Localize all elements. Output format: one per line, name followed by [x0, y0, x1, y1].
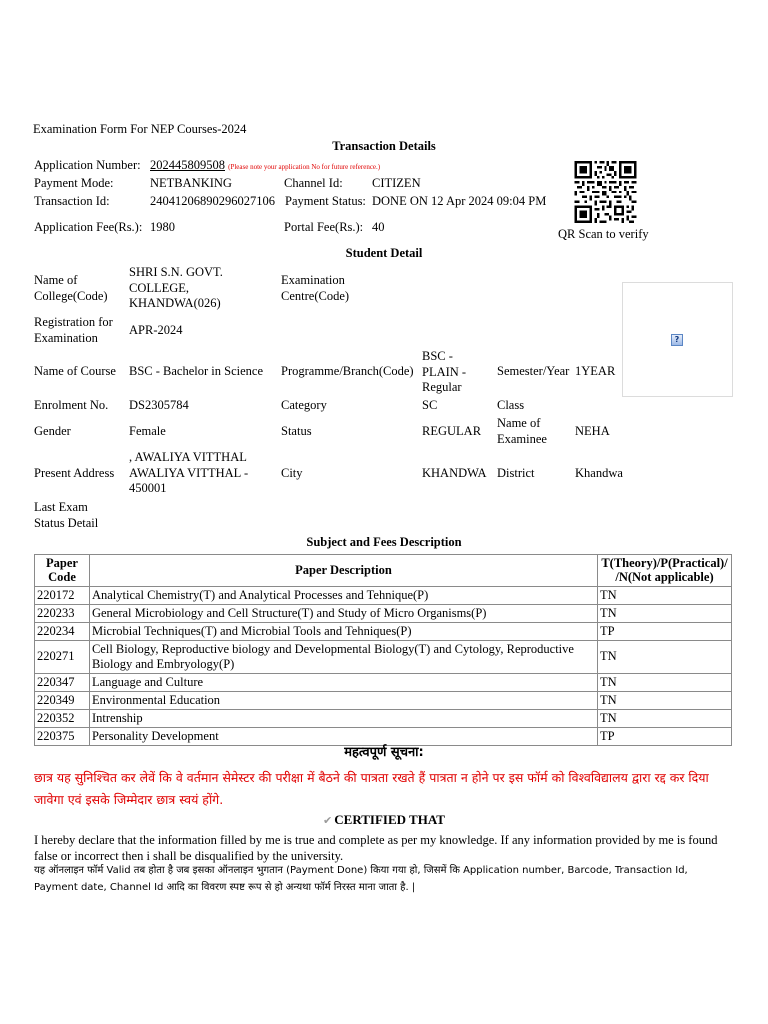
paper-description: Intrenship	[89, 709, 597, 727]
application-number-note: (Please note your application No for future reference.)	[228, 163, 381, 171]
enrolment-label: Enrolment No.	[34, 398, 109, 412]
payment-status: DONE ON 12 Apr 2024 09:04 PM	[372, 194, 547, 208]
paper-type: TN	[598, 640, 732, 673]
status-value: REGULAR	[422, 424, 482, 438]
declaration-text: I hereby declare that the information filled by me is true and complete as per my knowledge. If any information provided by me is found false or incorrect then i shall be disqualified by the university.	[34, 833, 718, 863]
paper-type: TN	[598, 709, 732, 727]
registration-label: Registration for Examination	[34, 315, 113, 345]
district-value: Khandwa	[575, 466, 623, 480]
important-notice-heading: महत्वपूर्ण सूचना:	[344, 745, 424, 760]
student-photo	[622, 282, 733, 397]
paper-type: TP	[598, 622, 732, 640]
course-value: BSC - Bachelor in Science	[129, 364, 263, 378]
table-row	[35, 673, 732, 691]
paper-type: TN	[598, 586, 732, 604]
check-icon: ✔	[323, 814, 333, 827]
paper-type: TN	[598, 691, 732, 709]
application-number-label: Application Number:	[34, 158, 141, 172]
class-label: Class	[497, 398, 525, 412]
enrolment-value: DS2305784	[129, 398, 189, 412]
col-header-paper-type: T(Theory)/P(Practical)/ /N(Not applicable)	[598, 555, 732, 587]
table-row	[35, 727, 732, 745]
channel-id-label: Channel Id:	[284, 176, 343, 190]
transaction-heading: Transaction Details	[332, 139, 436, 153]
table-row	[35, 586, 732, 604]
paper-code: 220172	[35, 586, 90, 604]
paper-code: 220352	[35, 709, 90, 727]
payment-status-label: Payment Status:	[285, 194, 366, 208]
paper-description: Microbial Techniques(T) and Microbial Tools and Tehniques(P)	[89, 622, 597, 640]
application-fee: 1980	[150, 220, 175, 234]
certified-heading	[0, 812, 768, 828]
paper-description: Environmental Education	[89, 691, 597, 709]
city-label: City	[281, 466, 303, 480]
declaration-hindi-text: यह ऑनलाइन फॉर्म Valid तब होता है जब इसका ऑनलाइन भुगतान (Payment Done) किया गया हो, जिसमें कि Application number, Barcode, Transaction Id, Payment date, Channel Id आदि का विवरण स्पष्ट रूप से हो अन्यथा फॉर्म निरस्त माना जाता है. |	[34, 865, 688, 893]
semester-value: 1YEAR	[575, 364, 616, 378]
course-label: Name of Course	[34, 364, 116, 378]
address-value: , AWALIYA VITTHAL AWALIYA VITTHAL - 450001	[129, 450, 249, 496]
subjects-table	[34, 554, 732, 746]
paper-description: Cell Biology, Reproductive biology and Developmental Biology(T) and Cytology, Reproductive Biology and Embryology(P)	[89, 640, 597, 673]
qr-caption: QR Scan to verify	[558, 227, 649, 241]
table-row	[35, 640, 732, 673]
programme-label: Programme/Branch(Code)	[281, 364, 414, 378]
registration-value: APR-2024	[129, 323, 183, 337]
portal-fee-label: Portal Fee(Rs.):	[284, 220, 364, 234]
payment-mode-label: Payment Mode:	[34, 176, 114, 190]
category-label: Category	[281, 398, 327, 412]
table-row	[35, 709, 732, 727]
important-notice-text: छात्र यह सुनिश्चित कर लेवें कि वे वर्तमान सेमेस्टर की परीक्षा में बैठने की पात्रता रखते हैं पात्रता न होने पर इस फॉर्म को विश्वविद्यालय द्वारा रद्द कर दिया जावेगा एवं इसके जिम्मेदार छात्र स्वयं होंगे.	[34, 770, 709, 807]
exam-centre-label: Examination Centre(Code)	[281, 273, 350, 303]
table-row	[35, 622, 732, 640]
gender-label: Gender	[34, 424, 71, 438]
paper-type: TN	[598, 604, 732, 622]
last-exam-label: Last Exam Status Detail	[34, 500, 99, 530]
broken-image-icon: ?	[671, 334, 683, 346]
district-label: District	[497, 466, 535, 480]
gender-value: Female	[129, 424, 166, 438]
application-number-value	[150, 158, 380, 174]
paper-type: TN	[598, 673, 732, 691]
paper-type: TP	[598, 727, 732, 745]
portal-fee: 40	[372, 220, 385, 234]
college-label: Name of College(Code)	[34, 273, 108, 303]
programme-value: BSC - PLAIN - Regular	[422, 349, 467, 395]
paper-description: Personality Development	[89, 727, 597, 745]
certified-label: CERTIFIED THAT	[334, 812, 445, 827]
application-fee-label: Application Fee(Rs.):	[34, 220, 143, 234]
paper-description: General Microbiology and Cell Structure(T) and Study of Micro Organisms(P)	[89, 604, 597, 622]
transaction-id-label: Transaction Id:	[34, 194, 110, 208]
paper-code: 220234	[35, 622, 90, 640]
paper-code: 220233	[35, 604, 90, 622]
subjects-heading: Subject and Fees Description	[306, 535, 462, 549]
table-row	[35, 604, 732, 622]
paper-description: Analytical Chemistry(T) and Analytical Processes and Tehnique(P)	[89, 586, 597, 604]
col-header-paper-code: Paper Code	[35, 555, 90, 587]
address-label: Present Address	[34, 466, 115, 480]
form-title: Examination Form For NEP Courses-2024	[33, 122, 247, 136]
transaction-id: 24041206890296027106	[150, 194, 275, 208]
payment-mode: NETBANKING	[150, 176, 232, 190]
paper-description: Language and Culture	[89, 673, 597, 691]
paper-code: 220349	[35, 691, 90, 709]
city-value: KHANDWA	[422, 466, 487, 480]
paper-code: 220347	[35, 673, 90, 691]
col-header-paper-description: Paper Description	[89, 555, 597, 587]
table-row	[35, 691, 732, 709]
examinee-label: Name of Examinee	[497, 416, 547, 446]
examinee-value: NEHA	[575, 424, 610, 438]
status-label: Status	[281, 424, 312, 438]
table-header-row	[35, 555, 732, 587]
paper-code: 220375	[35, 727, 90, 745]
application-number: 202445809508	[150, 158, 225, 172]
student-heading: Student Detail	[345, 246, 423, 260]
paper-code: 220271	[35, 640, 90, 673]
channel-id: CITIZEN	[372, 176, 421, 190]
semester-label: Semester/Year	[497, 364, 570, 378]
college-name: SHRI S.N. GOVT. COLLEGE, KHANDWA(026)	[129, 265, 223, 311]
qr-code-icon	[572, 161, 639, 223]
category-value: SC	[422, 398, 438, 412]
